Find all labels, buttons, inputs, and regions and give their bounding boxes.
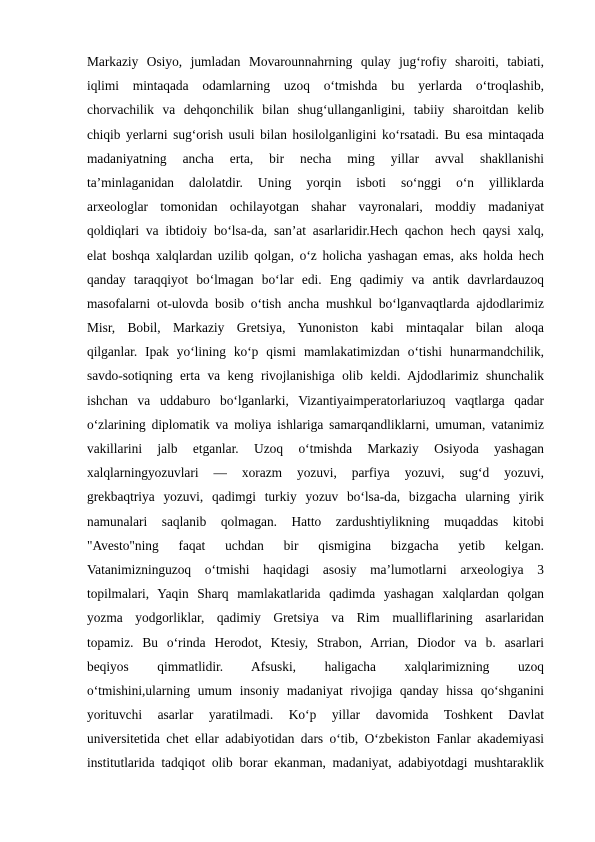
text-line: ishchan va uddaburo bo‘lganlarki, Vizantiyaimperatorlariuzoq vaqtlarga qadar [87, 392, 544, 408]
text-line: qilganlar. Ipak yo‘lining ko‘p qismi mamlakatimizdan o‘tishi hunarmandchilik, [87, 344, 544, 360]
text-line: Vatanimizninguzoq o‘tmishi haqidagi asosiy ma’lumotlarni arxeologiya 3 [87, 561, 544, 577]
text-line: vakillarini jalb etganlar. Uzoq o‘tmishda Markaziy Osiyoda yashagan [87, 441, 544, 456]
text-line: yozma yodgorliklar, qadimiy Gretsiya va Rim mualliflarining asarlaridan [87, 610, 544, 626]
text-line: qoldiqlari va ibtidoiy bo‘lsa-da, san’at asarlaridir.Hech qachon hech qaysi xalq, [87, 223, 544, 239]
text-line: madaniyatning ancha erta, bir necha ming yillar avval shakllanishi [87, 150, 544, 166]
text-line: topamiz. Bu o‘rinda Herodot, Ktesiy, Strabon, Arrian, Diodor va b. asarlari [87, 634, 544, 650]
text-line: "Avesto"ning faqat uchdan bir qismigina bizgacha yetib kelgan. [87, 537, 544, 553]
text-line: chorvachilik va dehqonchilik bilan shug‘ullanganligini, tabiiy sharoitdan kelib [87, 102, 544, 118]
text-line: elat boshqa xalqlardan uzilib qolgan, o‘z holicha yashagan emas, aks holda hech [87, 247, 544, 263]
text-line: o‘tmishini,ularning umum insoniy madaniyat rivojiga qanday hissa qo‘shganini [87, 682, 544, 698]
text-line: arxeologlar tomonidan ochilayotgan shahar vayronalari, moddiy madaniyat [87, 199, 544, 215]
text-line: xalqlarningyozuvlari — xorazm yozuvi, parfiya yozuvi, sug‘d yozuvi, [87, 465, 544, 481]
text-line: Misr, Bobil, Markaziy Gretsiya, Yunoniston kabi mintaqalar bilan aloqa [87, 320, 544, 336]
text-line: topilmalari, Yaqin Sharq mamlakatlarida qadimda yashagan xalqlardan qolgan [87, 586, 544, 602]
text-line: Markaziy Osiyo, jumladan Movarounnahrning qulay jug‘rofiy sharoiti, tabiati, [87, 54, 544, 69]
text-line: institutlarida tadqiqot olib borar ekanman, madaniyat, adabiyotdagi mushtaraklik [87, 755, 544, 771]
text-line: qanday taraqqiyot bo‘lmagan bo‘lar edi. Eng qadimiy va antik davrlardauzoq [87, 271, 544, 287]
text-line: chiqib yerlarni sug‘orish usuli bilan hosilolganligini ko‘rsatadi. Bu esa mintaqada [87, 126, 544, 142]
text-line: grekbaqtriya yozuvi, qadimgi turkiy yozuv bo‘lsa-da, bizgacha ularning yirik [87, 489, 544, 505]
text-line: masofalarni ot-ulovda bosib o‘tish ancha mushkul bo‘lganvaqtlarda ajdodlarimiz [87, 295, 544, 311]
text-line: beqiyos qimmatlidir. Afsuski, haligacha xalqlarimizning uzoq [87, 658, 544, 674]
text-line: savdo-sotiqning erta va keng rivojlanishiga olib keldi. Ajdodlarimiz shunchalik [87, 368, 544, 384]
text-line: iqlimi mintaqada odamlarning uzoq o‘tmishda bu yerlarda o‘troqlashib, [87, 78, 544, 94]
text-line: namunalari saqlanib qolmagan. Hatto zardushtiylikning muqaddas kitobi [87, 513, 544, 529]
text-line: universitetida chet ellar adabiyotidan dars o‘tib, O‘zbekiston Fanlar akademiyasi [87, 731, 544, 747]
text-line: yorituvchi asarlar yaratilmadi. Ko‘p yillar davomida Toshkent Davlat [87, 707, 544, 723]
body-text [87, 50, 544, 776]
text-line: ta’minlaganidan dalolatdir. Uning yorqin isboti so‘nggi o‘n yilliklarda [87, 174, 544, 190]
text-line: o‘zlarining diplomatik va moliya ishlariga samarqandliklarni, umuman, vatanimiz [87, 416, 544, 432]
